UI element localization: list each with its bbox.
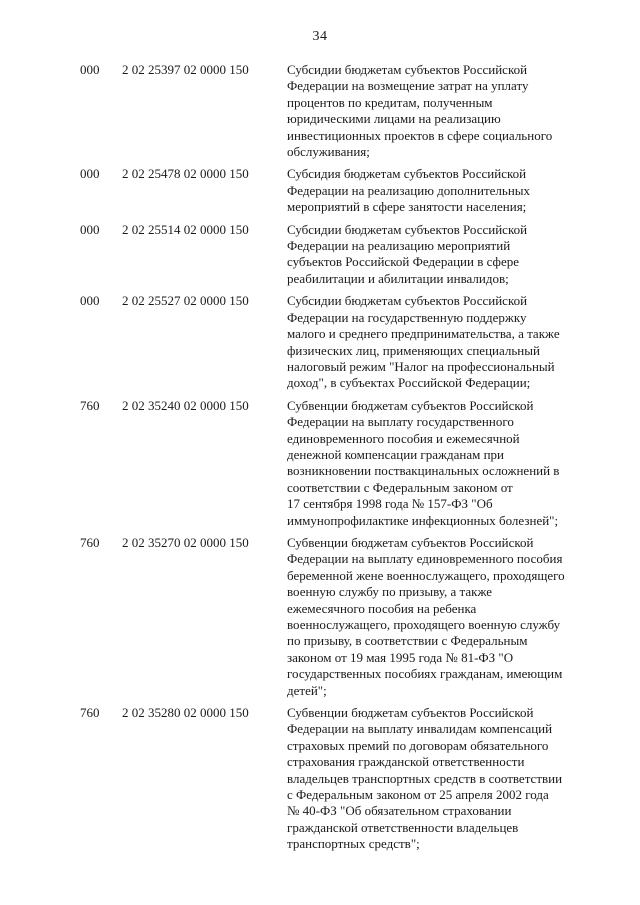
table-row [0,535,640,699]
description-line: Федерации на государственную поддержку [287,309,527,325]
description-line: государственных пособиях гражданам, имеющим [287,666,563,682]
description-line: доход", в субъектах Российской Федерации; [287,375,531,391]
budget-classification-code: 2 02 35240 02 0000 150 [122,397,249,413]
description-line: военную службу по призыву, а также [287,584,493,600]
description-line: юридическими лицами на реализацию [287,111,501,127]
revenue-description [287,293,592,391]
description-line: страховых премий по договорам обязательного [287,737,549,753]
administrator-code: 760 [80,534,100,550]
description-line: малого и среднего предпринимательства, а также [287,326,560,342]
table-row [0,62,640,160]
description-line: Субвенции бюджетам субъектов Российской [287,705,534,721]
description-line: обслуживания; [287,144,370,160]
description-line: владельцев транспортных средств в соответствии [287,770,563,786]
description-line: Федерации на реализацию мероприятий [287,238,511,254]
description-line: Субсидия бюджетам субъектов Российской [287,166,527,182]
description-line: Субвенции бюджетам субъектов Российской [287,534,534,550]
description-line: военнослужащего, проходящего военную службу [287,617,561,632]
description-line: возникновении поствакцинальных осложнений в [287,463,560,479]
administrator-code: 760 [80,705,100,721]
revenue-description [287,166,592,215]
description-line: страхования гражданской ответственности [287,754,525,770]
description-line: физических лиц, применяющих специальный [287,342,540,358]
description-line: процентов по кредитам, полученным [287,94,493,110]
description-line: с Федеральным законом от 25 апреля 2002 года [287,787,549,803]
administrator-code: 000 [80,293,100,309]
description-line: ежемесячного пособия на ребенка [287,600,477,616]
description-line: беременной жене военнослужащего, проходящего [287,567,565,583]
administrator-code: 000 [80,166,100,182]
description-line: единовременного пособия и ежемесячной [287,430,520,446]
table-row [0,293,640,391]
budget-classification-code: 2 02 35280 02 0000 150 [122,705,249,721]
table-row [0,705,640,853]
administrator-code: 760 [80,397,100,413]
description-line: Субвенции бюджетам субъектов Российской [287,397,534,413]
description-line: налоговый режим "Налог на профессиональный [287,358,555,374]
administrator-code: 000 [80,221,100,237]
revenue-description [287,705,592,853]
description-line: реабилитации и абилитации инвалидов; [287,270,509,286]
description-line: Субсидии бюджетам субъектов Российской [287,62,528,77]
page-number: 34 [312,29,328,44]
table-row [0,398,640,529]
description-line: Федерации на возмещение затрат на уплату [287,78,529,94]
description-line: Федерации на выплату инвалидам компенсаций [287,721,553,737]
budget-classification-code: 2 02 25514 02 0000 150 [122,221,249,237]
description-line: гражданской ответственности владельцев [287,819,519,835]
description-line: Субсидии бюджетам субъектов Российской [287,221,528,237]
description-line: № 40-ФЗ "Об обязательном страховании [287,803,512,819]
description-line: законом от 19 мая 1995 года № 81-ФЗ "О [287,649,514,665]
table-row [0,222,640,288]
description-line: денежной компенсации гражданам при [287,446,504,462]
budget-code-table [0,62,640,859]
description-line: детей"; [287,682,327,698]
description-line: Субсидии бюджетам субъектов Российской [287,293,528,309]
budget-classification-code: 2 02 25478 02 0000 150 [122,166,249,182]
budget-classification-code: 2 02 25397 02 0000 150 [122,62,249,77]
revenue-description [287,398,592,529]
budget-classification-code: 2 02 35270 02 0000 150 [122,534,249,550]
description-line: субъектов Российской Федерации в сфере [287,254,519,270]
administrator-code: 000 [80,62,100,77]
description-line: соответствии с Федеральным законом от [287,479,513,495]
description-line: по призыву, в соответствии с Федеральным [287,633,528,649]
description-line: Федерации на выплату государственного [287,414,514,430]
budget-classification-code: 2 02 25527 02 0000 150 [122,293,249,309]
description-line: иммунопрофилактике инфекционных болезней"; [287,512,559,528]
description-line: транспортных средств"; [287,836,420,852]
description-line: мероприятий в сфере занятости населения; [287,199,527,215]
description-line: 17 сентября 1998 года № 157-ФЗ "Об [287,496,493,512]
revenue-description [287,222,592,288]
description-line: Федерации на выплату единовременного пособия [287,551,563,567]
description-line: Федерации на реализацию дополнительных [287,182,531,198]
revenue-description [287,62,592,160]
revenue-description [287,535,592,699]
table-row [0,166,640,215]
description-line: инвестиционных проектов в сфере социального [287,127,553,143]
